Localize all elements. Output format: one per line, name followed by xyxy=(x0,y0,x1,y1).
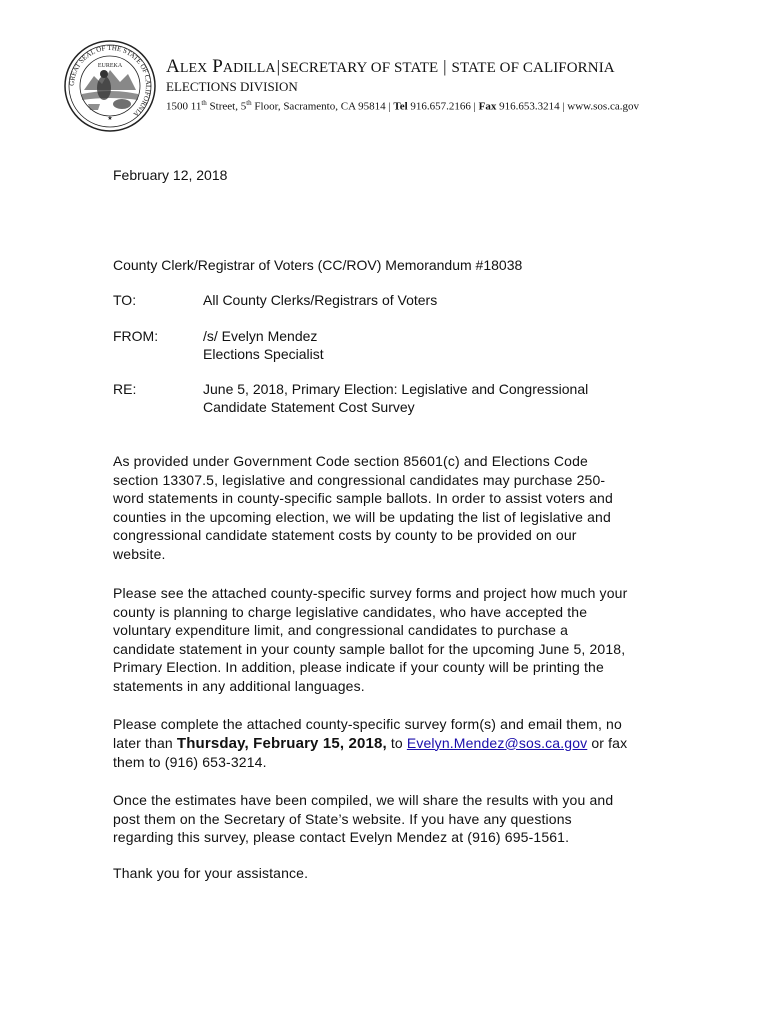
re-line1: June 5, 2018, Primary Election: Legislative and Congressional xyxy=(203,381,589,397)
seal-motto: EUREKA xyxy=(97,63,123,69)
division-name: ELECTIONS DIVISION xyxy=(166,79,298,94)
memo-title: County Clerk/Registrar of Voters (CC/ROV) Memorandum #18038 xyxy=(113,257,523,273)
from-name: /s/ Evelyn Mendez xyxy=(203,328,318,344)
state-name: STATE OF CALIFORNIA xyxy=(451,60,615,76)
paragraph-3: Please complete the attached county-specific survey form(s) and email them, no later than Thursday, February 15, 2018, to Evelyn.Mendez@sos.ca.gov or fax them to (916) 653-3214. xyxy=(113,716,628,771)
secretary-name: ALEX PADILLA xyxy=(166,56,276,77)
re-line2: Candidate Statement Cost Survey xyxy=(203,399,415,415)
letterhead xyxy=(166,58,639,114)
paragraph-4: Once the estimates have been compiled, we will share the results with you and post them on the Secretary of State’s website. If you have any questions regarding this survey, please contact Evelyn Mendez at (916) 695-1561. xyxy=(113,792,614,846)
to-label: TO: xyxy=(113,292,137,308)
closing-line: Thank you for your assistance. xyxy=(113,865,309,881)
paragraph-1: As provided under Government Code section 85601(c) and Elections Code section 13307.5, legislative and congressional candidates may purchase 250- word statements in county-specific sample ballots. In order to assist voters and counties in the upcoming election, we will be updating the list of legislative and congressional candidate statement costs by county to be provided on our website. xyxy=(113,453,613,562)
office-title: SECRETARY OF STATE xyxy=(281,60,439,76)
from-title: Elections Specialist xyxy=(203,346,324,362)
email-link[interactable]: Evelyn.Mendez@sos.ca.gov xyxy=(406,734,588,751)
re-label: RE: xyxy=(113,381,137,397)
letterhead-title-line: ALEX PADILLA|SECRETARY OF STATE | STATE OF CALIFORNIA xyxy=(166,56,615,77)
seal-text: GREAT SEAL OF THE STATE OF CALIFORNIA xyxy=(67,43,153,119)
from-label: FROM: xyxy=(113,328,159,344)
deadline-date: Thursday, February 15, 2018, xyxy=(176,734,387,752)
paragraph-2: Please see the attached county-specific survey forms and project how much your county is planning to charge legislative candidates, who have accepted the voluntary expenditure limit, and congressional candidates to purchase a candidate statement in your county sample ballot for the upcoming June 5, 2018, Primary Election. In addition, please indicate if your county will be printing the statements in any additional languages. xyxy=(113,585,628,694)
state-seal-icon xyxy=(64,40,156,132)
letterhead-address: 1500 11th Street, 5th Floor, Sacramento, CA 95814 | Tel 916.657.2166 | Fax 916.653.3214 | www.sos.ca.gov xyxy=(166,99,639,113)
to-value: All County Clerks/Registrars of Voters xyxy=(203,292,438,308)
svg-text:★: ★ xyxy=(107,116,113,122)
memo-date: February 12, 2018 xyxy=(113,167,228,183)
